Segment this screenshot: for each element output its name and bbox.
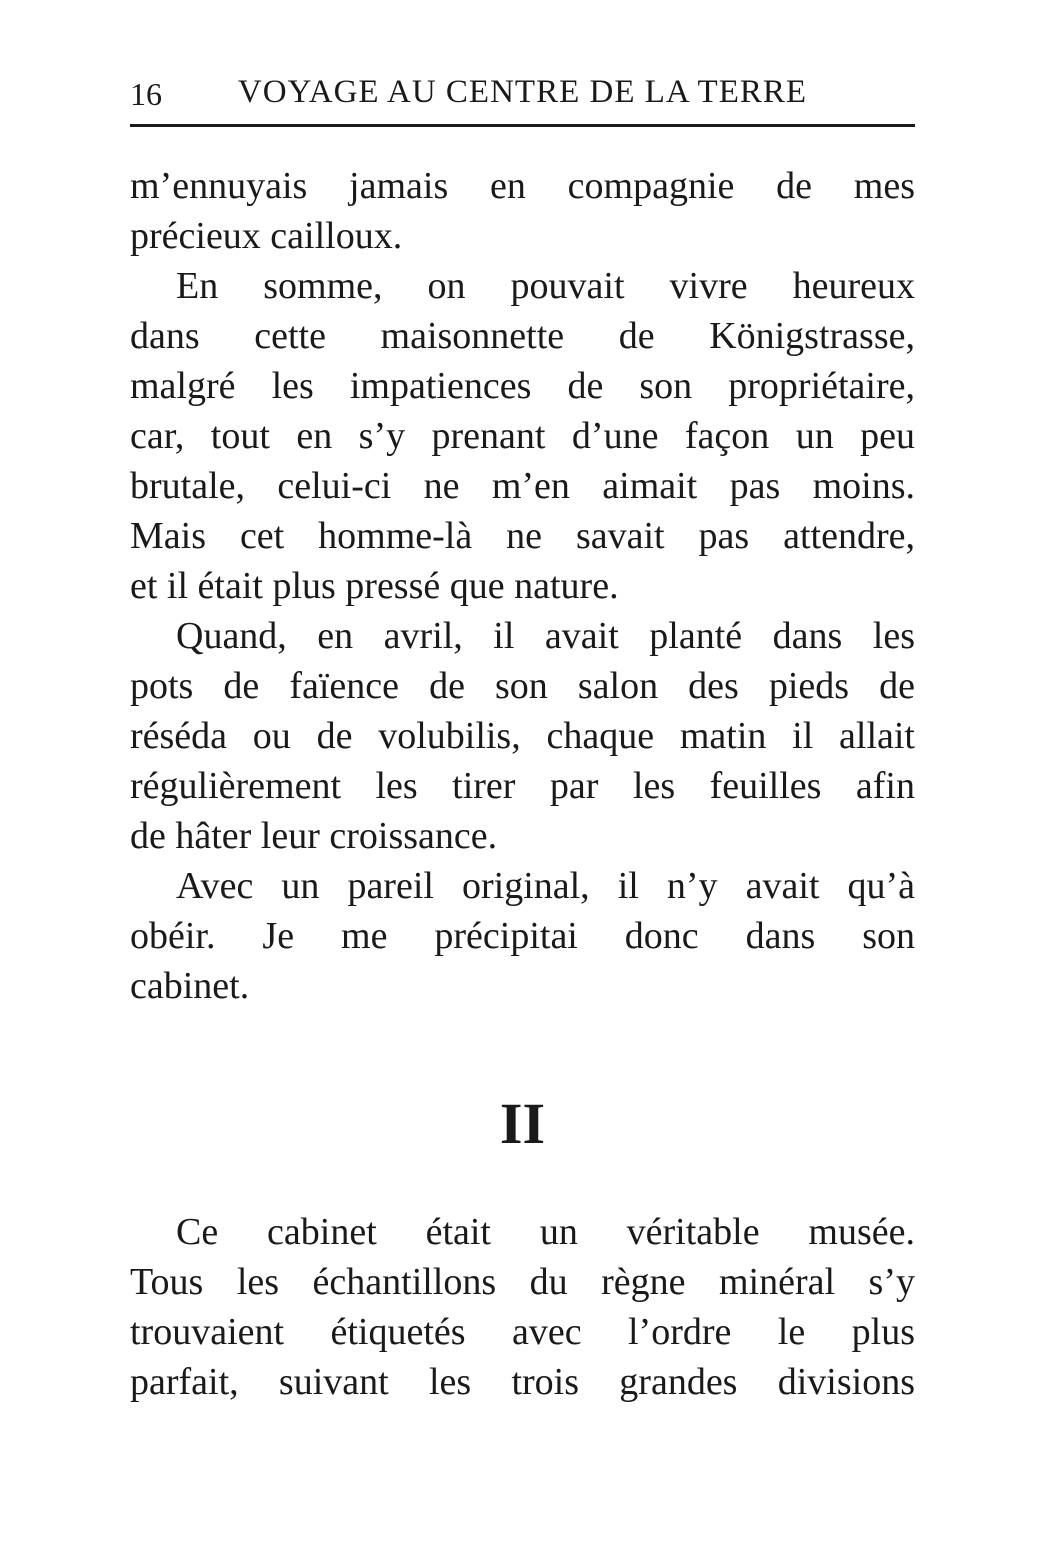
text-line: de hâter leur croissance. bbox=[130, 815, 498, 857]
text-line: obéir. Je me précipitai donc dans son bbox=[130, 915, 915, 957]
text-line: régulièrement les tirer par les feuilles afin bbox=[130, 765, 915, 807]
page-number: 16 bbox=[130, 76, 162, 112]
text-line: brutale, celui-ci ne m’en aimait pas moins. bbox=[130, 465, 915, 507]
header-rule bbox=[130, 124, 915, 127]
text-line: trouvaient étiquetés avec l’ordre le plus bbox=[130, 1311, 915, 1353]
text-line: Quand, en avril, il avait planté dans les bbox=[176, 615, 915, 657]
text-line: Tous les échantillons du règne minéral s’y bbox=[130, 1261, 915, 1303]
text-line: pots de faïence de son salon des pieds de bbox=[130, 665, 915, 707]
text-line: et il était plus pressé que nature. bbox=[130, 565, 619, 607]
text-line: Ce cabinet était un véritable musée. bbox=[176, 1211, 915, 1253]
text-line: réséda ou de volubilis, chaque matin il allait bbox=[130, 715, 915, 757]
text-line: parfait, suivant les trois grandes divisions bbox=[130, 1361, 915, 1403]
text-line: malgré les impatiences de son propriétaire, bbox=[130, 365, 915, 407]
text-line: En somme, on pouvait vivre heureux bbox=[176, 265, 915, 307]
running-title: VOYAGE AU CENTRE DE LA TERRE bbox=[237, 74, 808, 110]
text-line: cabinet. bbox=[130, 965, 250, 1007]
page-header bbox=[130, 0, 915, 110]
text-line: Avec un pareil original, il n’y avait qu’à bbox=[176, 865, 915, 907]
text-line: dans cette maisonnette de Königstrasse, bbox=[130, 315, 915, 357]
text-line: Mais cet homme-là ne savait pas attendre, bbox=[130, 515, 915, 557]
text-line: car, tout en s’y prenant d’une façon un peu bbox=[130, 415, 915, 457]
chapter-heading: II bbox=[499, 1091, 546, 1156]
text-line: précieux cailloux. bbox=[130, 215, 403, 257]
text-line: m’ennuyais jamais en compagnie de mes bbox=[130, 165, 915, 207]
page-body bbox=[130, 161, 915, 1407]
